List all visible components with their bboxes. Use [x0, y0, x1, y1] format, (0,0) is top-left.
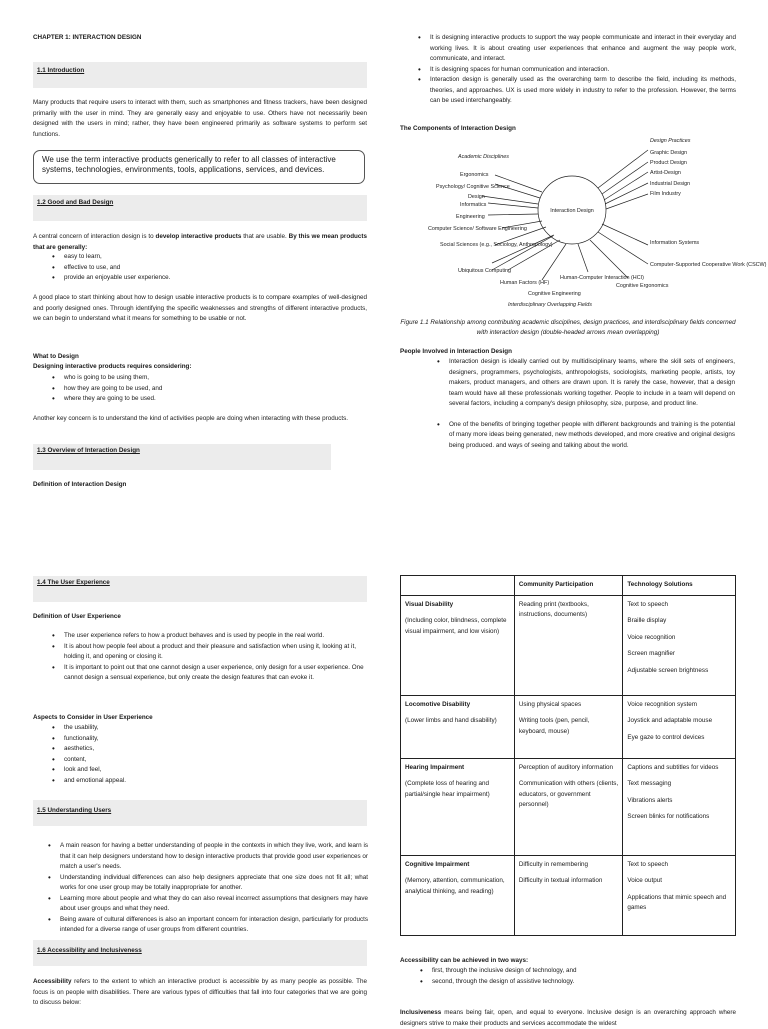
diagram-psychology: Psychology/ Cognitive Science	[436, 184, 510, 190]
list-item: • Being aware of cultural differences is also an important concern for interaction design, particularly for products intended for a diverse range of user groups from different countries.	[48, 915, 368, 936]
table-row	[401, 855, 736, 935]
compare-paragraph: A good place to start thinking about how to design usable interactive products is to compare examples of well-designed and poorly designed ones. Through identifying the specific weaknesses and strengths of different interactive products, we can begin to understand what it means for something to be usable or not.	[33, 294, 367, 322]
tech-cell	[623, 595, 736, 695]
cell-entry: Text messaging	[627, 780, 672, 787]
section-heading-1-3: 1.3 Overview of Interaction Design	[33, 444, 331, 470]
list-item: • provide an enjoyable user experience.	[52, 273, 352, 284]
good-design-paragraph: A central concern of interaction design is to develop interactive products that are usable. By this we mean products that are generally:	[33, 233, 368, 251]
what-to-design-sub: Designing interactive products requires considering:	[33, 363, 192, 370]
diagram-information-systems: Information Systems	[650, 240, 700, 246]
section-heading-1-6: 1.6 Accessibility and Inclusiveness	[33, 940, 367, 966]
list-item: • and emotional appeal.	[52, 776, 352, 787]
components-diagram	[420, 132, 767, 310]
cell-entry: Using physical spaces	[518, 700, 582, 708]
cell-entry: Eye gaze to control devices	[627, 733, 705, 741]
tech-cell	[623, 695, 736, 758]
diagram-film-industry: Film Industry	[650, 191, 681, 197]
section-heading-1-4: 1.4 The User Experience	[33, 576, 367, 602]
diagram-hci: Human-Computer Interaction (HCI)	[560, 275, 644, 281]
diagram-academic-title: Academic Disciplines	[458, 154, 509, 160]
cell-entry: Captions and subtitles for videos	[627, 763, 719, 771]
section-heading-1-2: 1.2 Good and Bad Design	[33, 195, 367, 221]
diagram-product-design: Product Design	[650, 160, 687, 166]
accessibility-table	[400, 575, 736, 936]
cell-entry: Voice output	[627, 877, 663, 884]
list-item: • aesthetics,	[52, 744, 352, 755]
diagram-social-sciences: Social Sciences (e.g., Sociology, Anthropology)	[440, 242, 553, 248]
list-item: • It is designing interactive products to support the way people communicate and interact in their everyday and working lives. It is about creating user experiences that enhance and augment the way people work, communicate, and interact.	[418, 33, 736, 65]
what-to-design-list	[52, 373, 352, 405]
cell-entry: Difficulty in textual information	[518, 877, 603, 884]
understanding-users-list	[48, 841, 368, 936]
list-item: • easy to learn,	[52, 252, 352, 263]
diagram-center: Interaction Design	[550, 208, 594, 214]
list-item: • who is going to be using them,	[52, 373, 352, 384]
people-list	[437, 357, 735, 461]
list-item: • Interaction design is ideally carried out by multidisciplinary teams, where the skill sets of engineers, designers, programmers, psychologists, anthropologists, sociologists, marketing people, artists, toy makers, product managers, and others are drawn upon. It is rarely the case, however, that a design team would have all these professionals working together. People to include in a team will depend on several factors, including a company's design philosophy, size, purpose, and product line.	[437, 357, 735, 410]
ux-definition-list	[52, 631, 368, 684]
definition-heading: Definition of Interaction Design	[33, 481, 127, 488]
disability-title: Cognitive Impairment	[405, 860, 470, 868]
cell-entry: Communication with others (clients, educators, or government personnel)	[518, 780, 619, 808]
community-cell	[514, 758, 623, 855]
cell-entry: Writing tools (pen, pencil, keyboard, mouse)	[518, 717, 590, 735]
diagram-graphic-design: Graphic Design	[650, 150, 688, 156]
list-item: • look and feel,	[52, 765, 352, 776]
cell-entry: Voice recognition	[627, 633, 676, 641]
tech-cell	[623, 758, 736, 855]
cell-entry: Perception of auditory information	[518, 763, 613, 771]
diagram-cognitive-ergonomics: Cognitive Ergonomics	[616, 283, 669, 289]
inclusiveness-paragraph: Inclusiveness means being fair, open, and equal to everyone. Inclusive design is an overarching approach where designers strive to make their products and services accommodate the widest	[400, 1009, 736, 1027]
list-item: • Learning more about people and what they do can also reveal incorrect assumptions that designers may have about user groups and what they need.	[48, 894, 368, 915]
cell-entry: Joystick and adaptable mouse	[627, 717, 713, 724]
diagram-cscw: Computer-Supported Cooperative Work (CSCW)	[650, 262, 767, 268]
diagram-design-practices-title: Design Practices	[650, 138, 691, 144]
cell-entry: Reading print (textbooks, instructions, documents)	[518, 600, 589, 618]
diagram-informatics: Informatics	[460, 202, 487, 208]
cell-entry: Screen blinks for notifications	[627, 813, 710, 820]
list-item: • A main reason for having a better understanding of people in the contexts in which they live, work, and learn is that it can help designers understand how to design interactive products that provide good user experiences or match a user's needs.	[48, 841, 368, 873]
disability-cell	[401, 758, 515, 855]
disability-title: Locomotive Disability	[405, 700, 471, 708]
accessibility-paragraph: Accessibility refers to the extent to which an interactive product is accessible by as many people as possible. The focus is on people with disabilities. There are various types of difficulties that fall into four categories that we are going to discuss below:	[33, 978, 367, 1006]
cell-entry: Braille display	[627, 617, 667, 624]
cell-entry: Vibrations alerts	[627, 796, 673, 804]
diagram-ergonomics: Ergonomics	[460, 172, 489, 178]
good-design-list	[52, 252, 352, 284]
list-item: • Interaction design is generally used as the overarching term to describe the field, including its methods, theories, and approaches. UX is used more widely in industry to refer to the profession. However, the terms can be used interchangeably.	[418, 75, 736, 107]
disability-description: (Including color, blindness, complete visual impairment, and low vision)	[405, 617, 507, 635]
what-to-design-heading: What to Design	[33, 353, 79, 360]
ways-heading: Accessibility can be achieved in two ways:	[400, 957, 529, 964]
cell-entry: Difficulty in remembering	[518, 860, 588, 868]
list-item: • It is important to point out that one cannot design a user experience, only design for a user experience. One cannot design a sensual experience, but only create the design features that can evoke it.	[52, 663, 368, 684]
interactive-products-note: We use the term interactive products generically to refer to all classes of interactive systems, technologies, environments, tools, applications, services, and devices.	[33, 150, 365, 184]
section-heading-1-1: 1.1 Introduction	[33, 62, 367, 88]
diagram-cognitive-engineering: Cognitive Engineering	[528, 291, 581, 297]
cell-entry: Text to speech	[627, 860, 668, 868]
table-row	[401, 695, 736, 758]
disability-title: Hearing Impairment	[405, 763, 465, 771]
list-item: • first, through the inclusive design of technology, and	[420, 966, 720, 977]
section-heading-1-5: 1.5 Understanding Users	[33, 800, 367, 826]
cell-entry: Text to speech	[627, 600, 668, 608]
disability-description: (Complete loss of hearing and partial/single hear impairment)	[405, 780, 490, 798]
diagram-human-factors: Human Factors (HF)	[500, 280, 550, 286]
diagram-bottom-title: Interdisciplinary Overlapping Fields	[508, 302, 592, 308]
components-heading: The Components of Interaction Design	[400, 125, 516, 132]
list-item: • It is designing spaces for human communication and interaction.	[418, 65, 736, 76]
disability-description: (Lower limbs and hand disability)	[405, 717, 497, 724]
list-item: • content,	[52, 755, 352, 766]
table-row	[401, 595, 736, 695]
disability-cell	[401, 695, 515, 758]
diagram-computer-science: Computer Science/ Software Engineering	[428, 226, 527, 232]
interaction-design-bullets	[418, 33, 736, 107]
disability-title: Visual Disability	[405, 600, 454, 608]
list-item: • Understanding individual differences can also help designers appreciate that one size does not fit all; what works for one user group may be totally inappropriate for another.	[48, 873, 368, 894]
people-heading: People Involved in Interaction Design	[400, 348, 512, 355]
table-row	[401, 758, 736, 855]
cell-entry: Voice recognition system	[627, 700, 698, 708]
tech-cell	[623, 855, 736, 935]
ux-definition-heading: Definition of User Experience	[33, 613, 121, 620]
disability-description: (Memory, attention, communication, analytical thinking, and reading)	[405, 877, 505, 895]
list-item: • One of the benefits of bringing together people with different backgrounds and training is the potential of many more ideas being generated, new methods developed, and more creative and original designs being produced. and ways of seeing and talking about the world.	[437, 420, 735, 452]
aspects-heading: Aspects to Consider in User Experience	[33, 714, 153, 721]
cell-entry: Screen magnifier	[627, 650, 675, 657]
diagram-engineering: Engineering	[456, 214, 485, 220]
list-item: • effective to use, and	[52, 263, 352, 274]
list-item: • It is about how people feel about a product and their pleasure and satisfaction when using it, looking at it, holding it, and opening or closing it.	[52, 642, 368, 663]
figure-caption: Figure 1.1 Relationship among contributing academic disciplines, design practices, and interdisciplinary fields concerned with interaction design (double-headed arrows mean overlapping)	[400, 319, 736, 336]
table-header-cell: Community Participation	[514, 576, 623, 596]
table-header-row	[401, 576, 736, 596]
chapter-title: CHAPTER 1: INTERACTION DESIGN	[33, 34, 142, 41]
list-item: • where they are going to be used.	[52, 394, 352, 405]
disability-cell	[401, 855, 515, 935]
table-header-cell: Technology Solutions	[623, 576, 736, 596]
intro-paragraph: Many products that require users to interact with them, such as smartphones and fitness trackers, have been designed primarily with the user in mind. They are generally easy and enjoyable to use. Others have not necessarily been designed with the users in mind; rather, they have been engineered primarily as software systems to perform set functions.	[33, 99, 367, 138]
aspects-list	[52, 723, 352, 786]
diagram-ubiquitous: Ubiquitous Computing	[458, 268, 512, 274]
ways-list	[420, 966, 720, 987]
list-item: • The user experience refers to how a product behaves and is used by people in the real world.	[52, 631, 368, 642]
community-cell	[514, 695, 623, 758]
disability-cell	[401, 595, 515, 695]
community-cell	[514, 855, 623, 935]
list-item: • functionality,	[52, 734, 352, 745]
cell-entry: Applications that mimic speech and games	[627, 893, 727, 911]
table-header-cell	[401, 576, 515, 596]
diagram-design: Design	[468, 194, 485, 200]
list-item: • how they are going to be used, and	[52, 384, 352, 395]
diagram-industrial-design: Industrial Design	[650, 181, 691, 187]
list-item: • second, through the design of assistive technology.	[420, 977, 720, 988]
activities-paragraph: Another key concern is to understand the kind of activities people are doing when interacting with these products.	[33, 415, 349, 422]
list-item: • the usability,	[52, 723, 352, 734]
diagram-artist-design: Artist-Design	[650, 170, 681, 176]
community-cell	[514, 595, 623, 695]
cell-entry: Adjustable screen brightness	[627, 666, 709, 674]
